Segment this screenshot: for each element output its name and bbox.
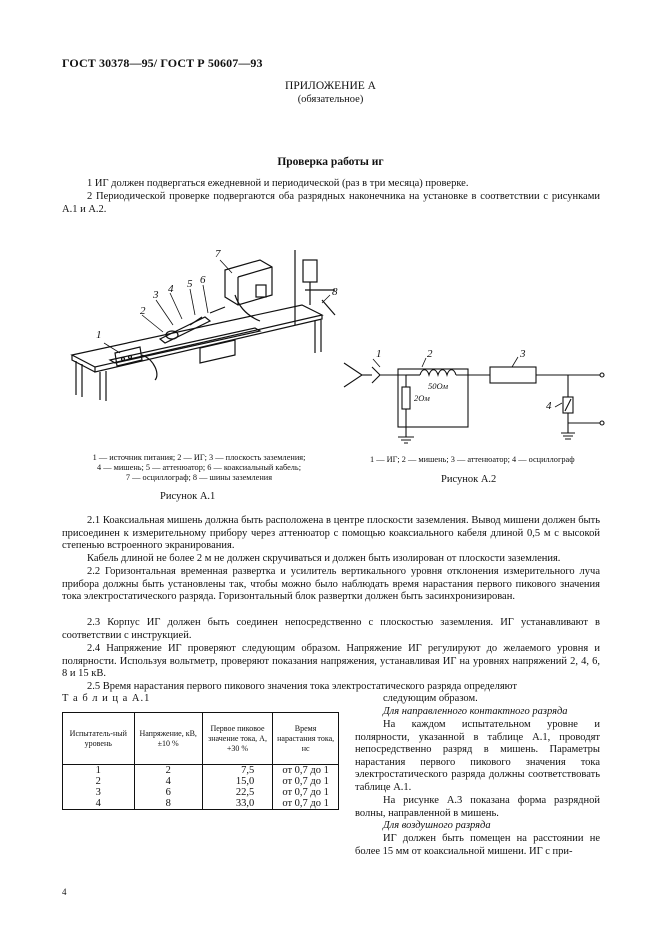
fig1-title: Рисунок А.1 <box>160 491 216 502</box>
fig2-caption: 1 — ИГ; 2 — мишень; 3 — аттенюатор; 4 — осциллограф <box>370 455 575 464</box>
fig1-label-2: 2 <box>140 305 146 317</box>
table-title: Т а б л и ц а А.1 <box>62 693 151 704</box>
fig1-label-3: 3 <box>153 289 159 301</box>
paragraph-2-1b: Кабель длиной не более 2 м не должен скручиваться и должен быть изолирован от плоскости заземления. <box>87 553 561 564</box>
fig1-label-4: 4 <box>168 283 174 295</box>
fig2-label-3: 3 <box>520 348 526 360</box>
fig1-label-1: 1 <box>96 329 102 341</box>
table-a1 <box>62 712 339 810</box>
figure-a1-drawing <box>60 235 360 405</box>
right-paragraph-2: На рисунке А.3 показана форма разрядной волны, направленной в мишень. <box>355 795 600 819</box>
fig2-resistor-50: 50Ом <box>428 381 449 391</box>
figure-a2-schematic <box>340 345 610 455</box>
table-header-level: Испытатель-ный уровень <box>63 713 135 765</box>
fig1-caption: 1 — источник питания; 2 — ИГ; 3 — плоскость заземления; 4 — мишень; 5 — аттенюатор; 6 — коаксиальный кабель; 7 — осциллограф; 8 — шины заземления <box>92 453 306 483</box>
paragraph-2-2: 2.2 Горизонтальная временная развертка и усилитель вертикального уровня отклонения измерительного луча прибора должны быть установлены так, чтобы можно было наблюдать время нарастания первого пикового значения тока электростатического разряда. Горизонтальный блок развертки должен быть засинхронизирован. <box>62 566 600 603</box>
appendix-note: (обязательное) <box>297 94 364 105</box>
table-drawing <box>72 250 335 401</box>
fig1-label-7: 7 <box>215 248 221 260</box>
para-2-5-continuation: следующим образом. <box>383 693 478 704</box>
paragraph-2-5: 2.5 Время нарастания первого пикового значения тока электростатического разряда определяют <box>87 681 517 692</box>
fig1-label-8: 8 <box>332 286 338 298</box>
fig2-resistor-2: 2Ом <box>414 393 430 403</box>
table-row: 2 4 15,0 от 0,7 до 1 <box>63 776 339 787</box>
paragraph-1: 1 ИГ должен подвергаться ежедневной и периодической (раз в три месяца) проверке. <box>87 178 469 189</box>
table-row: 3 6 22,5 от 0,7 до 1 <box>63 787 339 798</box>
subheading-contact: Для направленного контактного разряда <box>383 706 568 717</box>
fig2-label-2: 2 <box>427 348 433 360</box>
appendix-title: ПРИЛОЖЕНИЕ А <box>285 80 376 92</box>
paragraph-2-3: 2.3 Корпус ИГ должен быть соединен непосредственно с плоскостью заземления. ИГ устанавливают в соответствии с инструкцией. <box>62 617 600 641</box>
table-row: 4 8 33,0 от 0,7 до 1 <box>63 798 339 810</box>
right-paragraph-1: На каждом испытательном уровне и полярности, указанной в таблице А.1, проводят непосредственно разряд в мишень. Параметры нарастания первого пикового значения тока электростатического разряда должны соответствовать таблице А.1. <box>355 719 600 793</box>
paragraph-2-1: 2.1 Коаксиальная мишень должна быть расположена в центре плоскости заземления. Вывод мишени должен быть присоединен к измерительному прибору через аттенюатор с помощью коаксиального кабеля длиной 0,5 м с высокой степенью встроенного экранирования. <box>62 515 600 552</box>
document-header: ГОСТ 30378—95/ ГОСТ Р 50607—93 <box>62 56 263 70</box>
fig2-label-1: 1 <box>376 348 382 360</box>
fig2-title: Рисунок А.2 <box>441 474 497 485</box>
table-header-peak: Первое пиковое значение тока, А, +30 % <box>202 713 272 765</box>
page-number: 4 <box>62 887 67 897</box>
fig2-label-4: 4 <box>546 400 552 412</box>
table-header-rise: Время нарастания тока, нс <box>273 713 339 765</box>
paragraph-2: 2 Периодической проверке подвергаются оба разрядных наконечника на установке в соответствии с рисунками А.1 и А.2. <box>62 191 600 215</box>
table-row: 1 2 7,5 от 0,7 до 1 <box>63 765 339 777</box>
table-header-voltage: Напряжение, кВ, ±10 % <box>134 713 202 765</box>
subheading-air: Для воздушного разряда <box>383 820 491 831</box>
section-title: Проверка работы иг <box>277 156 384 168</box>
paragraph-2-4: 2.4 Напряжение ИГ проверяют следующим образом. Напряжение ИГ регулируют до желаемого уровня и полярности. Используя вольтметр, проверяют показания напряжения, устанавливая ИГ на уровнях напряжений 2, 4, 6, 8 и 15 кВ. <box>62 643 600 680</box>
right-paragraph-3: ИГ должен быть помещен на расстоянии не более 15 мм от коаксиальной мишени. ИГ с при- <box>355 833 600 857</box>
fig1-label-5: 5 <box>187 278 193 290</box>
fig1-label-6: 6 <box>200 274 206 286</box>
